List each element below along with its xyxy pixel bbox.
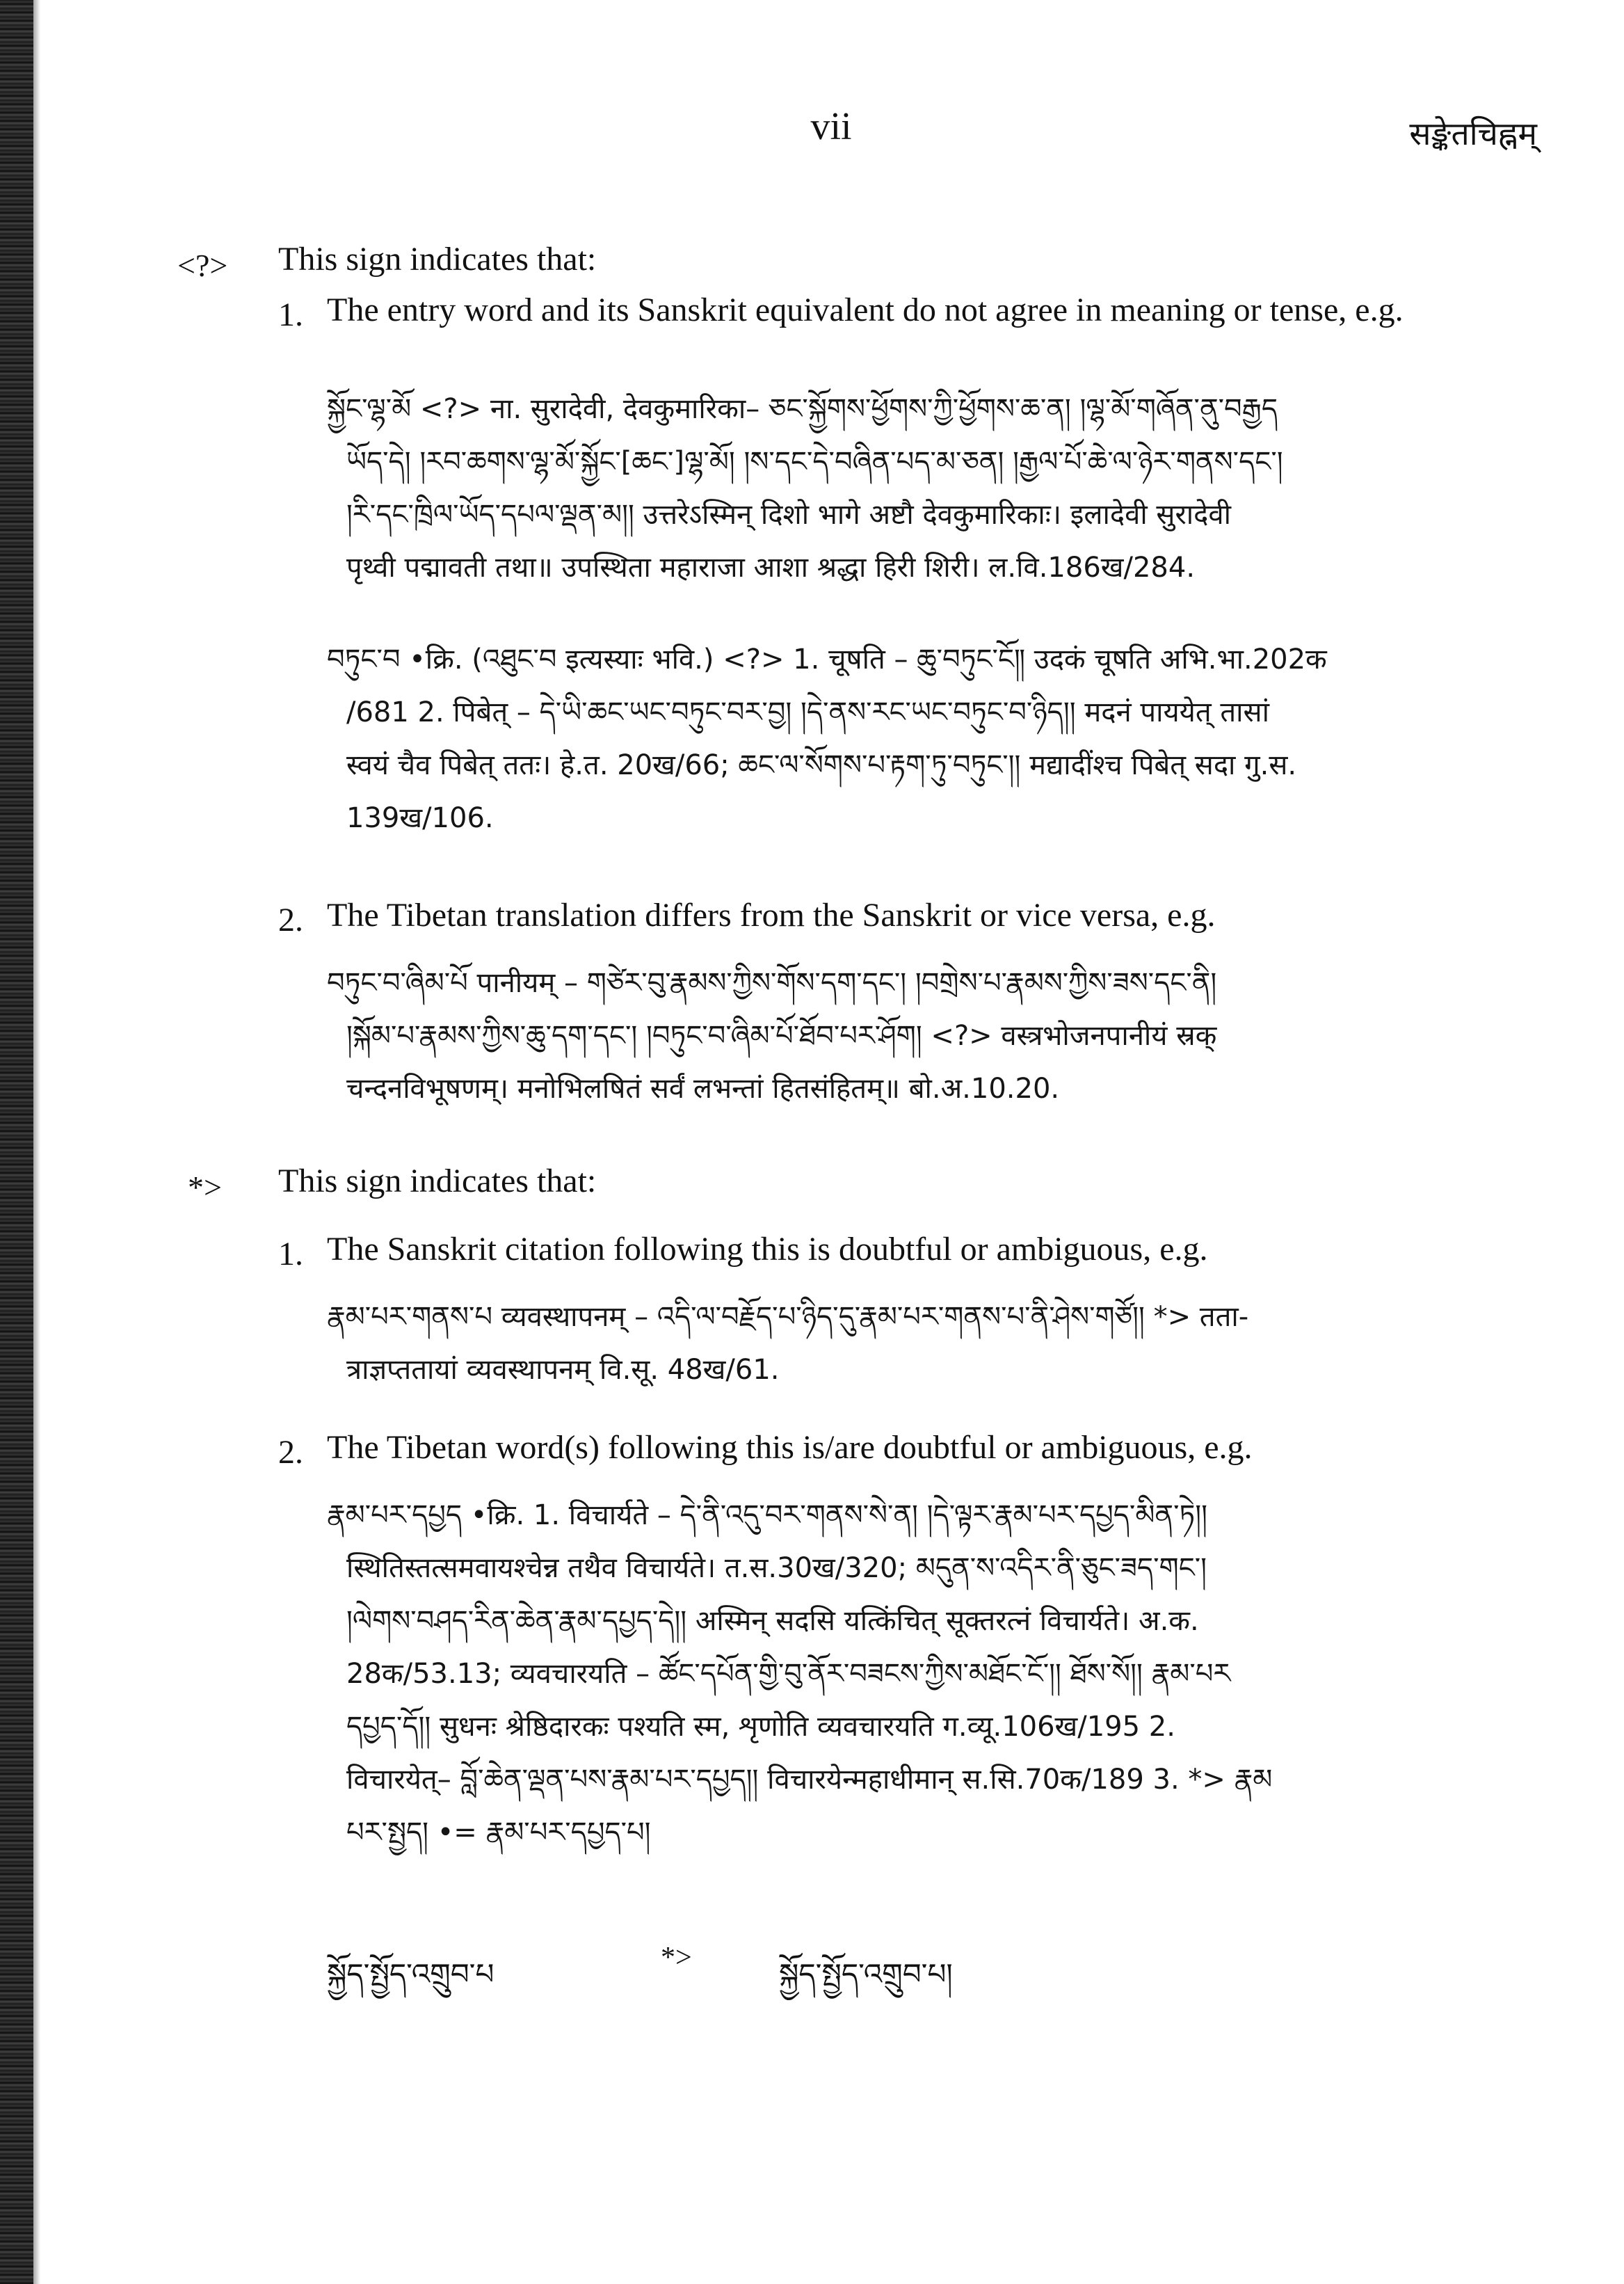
example-line: 28क/53.13; व्यवचारयति – ཚོང་དཔོན་གྱི་བུ་ནོར་བཟངས་ཀྱིས་མཐོང་ངོ་།། ཐོས་སོ།། རྣམ་པར [346,1658,1231,1690]
example-line: བཏུང་བ་ཞིམ་པོ पानीयम् – གཙེར་བུ་རྣམས་ཀྱིས་གོས་དག་དང་། །བགྲེས་པ་རྣམས་ཀྱིས་ཟས་དང་ནི། [327,967,1217,999]
example-line: विचारयेत्– བློ་ཆེན་ལྡན་པས་རྣམ་པར་དཔྱད།། विचारयेन्महाधीमान् स.सि.70क/189 3. *> རྣམ [346,1764,1273,1796]
scan-edge [0,0,33,2284]
running-head: सङ्केतचिह्नम् [1409,115,1537,152]
example-line: པར་སྤྱད། •= རྣམ་པར་དཔྱད་པ། [346,1816,651,1848]
page-number: vii [810,105,852,148]
example-block [327,633,1468,845]
example-line: རྣམ་པར་དཔྱད •क्रि. 1. विचार्यते – དེ་ནི་འདུ་བར་གནས་སེ་ན། །དེ་ལྟར་རྣམ་པར་དཔྱད་མིན་ཏེ།། [327,1499,1207,1531]
section-intro: This sign indicates that: [278,1163,597,1199]
section-marker: *> [188,1169,222,1205]
example-line: /681 2. पिबेत् – དེ་ཡི་ཆང་ཡང་བཏུང་བར་བྱ། །དེ་ནས་རང་ཡང་བཏུང་བ་ཉིད།། मदनं पाययेत् तासां [346,696,1269,728]
example-line: བཏུང་བ •क्रि. (འཐུང་བ इत्यस्याः भवि.) <?> 1. चूषति – ཆུ་བཏུང་ངོ༎ उदकं चूषति अभि.भा.202क [327,644,1327,676]
section-intro: This sign indicates that: [278,241,597,278]
footer-marker: *> [661,1942,692,1974]
footer-entry-left: སྐྱོད་སྤྱོད་འགྲུབ་པ [327,1957,495,1991]
item-text: The Tibetan translation differs from the Sanskrit or vice versa, e.g. [327,897,1216,934]
item-number: 2. [278,902,303,939]
example-line: སྐྱོང་ལྷ་མོ <?> ना. सुरादेवी, देवकुमारिका– ཅང་སྐྱོགས་ཕྱོགས་ཀྱི་ཕྱོགས་ཆ་ན། །ལྷ་མོ་གཞོན་ནུ་བརྒྱད [327,393,1278,425]
item-number: 2. [278,1434,303,1471]
section-marker: <?> [177,248,228,283]
example-line: །ལེགས་བཤད་རིན་ཆེན་རྣམ་དཔྱད་དེ།། अस्मिन् सदसि यत्किंचित् सूक्तरत्नं विचार्यते। अ.क. [346,1605,1199,1637]
example-block [327,1291,1468,1396]
item-text: The Sanskrit citation following this is doubtful or ambiguous, e.g. [327,1231,1208,1268]
item-number: 1. [278,296,303,333]
example-line: ཡོད་དེ། །རབ་ཆགས་ལྷ་མོ་སྐྱོང་[ཆང་]ལྷ་མོ། །ས་དང་དེ་བཞིན་པད་མ་ཅན། །རྒྱལ་པོ་ཆེ་ལ་ཉེར་གནས་དང་། [346,446,1283,478]
item-text: The Tibetan word(s) following this is/are doubtful or ambiguous, e.g. [327,1429,1253,1466]
item-number: 1. [278,1236,303,1272]
example-block [327,957,1468,1115]
example-line: पृथ्वी पद्मावती तथा॥ उपस्थिता महाराजा आशा श्रद्धा हिरी शिरी। ल.वि.186ख/284. [346,552,1196,584]
example-line: 139ख/106. [346,802,494,834]
example-line: །སྐོམ་པ་རྣམས་ཀྱིས་ཆུ་དག་དང་། །བཏུང་བ་ཞིམ་པོ་ཐོབ་པར་ཤོག། <?> वस्त्रभोजनपानीयं स्रक् [346,1020,1217,1052]
example-line: རྣམ་པར་གནས་པ व्यवस्थापनम् – འདི་ལ་བརྗོད་པ་ཉིད་དུ་རྣམ་པར་གནས་པ་ནི་ཤེས་གཙོ།། *> तता- [327,1301,1249,1333]
example-line: स्वयं चैव पिबेत् ततः। हे.त. 20ख/66; ཆང་ལ་སོགས་པ་རྟག་ཏུ་བཏུང་།། मद्यादींश्च पिबेत् सदा गु.स. [346,749,1297,781]
example-line: चन्दनविभूषणम्। मनोभिलषितं सर्वं लभन्तां हितसंहितम्॥ बो.अ.10.20. [346,1073,1060,1105]
example-block [327,383,1468,594]
example-line: स्थितिस्तत्समवायश्चेन्न तथैव विचार्यते। त.स.30ख/320; མདུན་ས་འདིར་ནི་ཅུང་ཟད་གང་། [346,1552,1207,1584]
example-block [327,1489,1468,1859]
example-line: །རི་དང་ཁྲིལ་ཡོད་དཔལ་ལྡན་མ།། उत्तरेऽस्मिन् दिशो भागे अष्टौ देवकुमारिकाः। इलादेवी सुरादेवी [346,499,1232,531]
example-line: त्राज्ञप्ततायां व्यवस्थापनम् वि.सू. 48ख/61. [346,1354,780,1386]
example-line: དཔྱད་དོ།། सुधनः श्रेष्ठिदारकः पश्यति स्म, शृणोति व्यवचारयति ग.व्यू.106ख/195 2. [346,1711,1175,1743]
item-text: The entry word and its Sanskrit equivalent do not agree in meaning or tense, e.g. [327,292,1404,328]
footer-entry-right: སྐྱོད་སྤྱོད་འགྲུབ་པ། [779,1957,953,1991]
